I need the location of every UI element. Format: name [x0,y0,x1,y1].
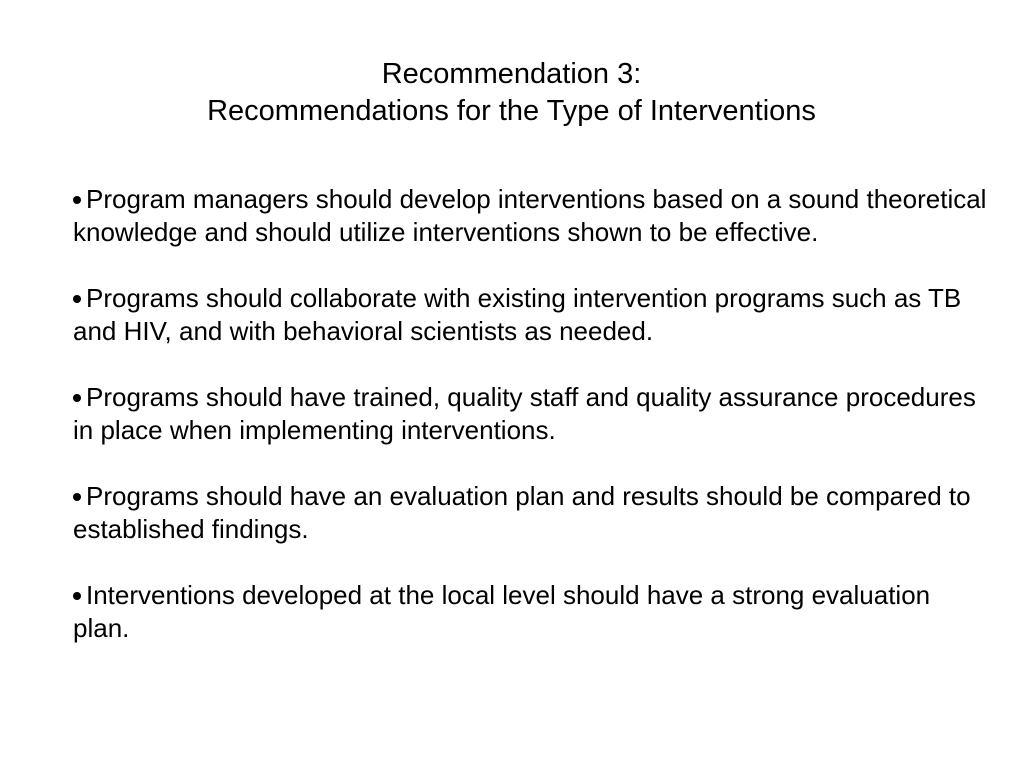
title-line-2: Recommendations for the Type of Interventions [207,95,816,127]
bullet-dot-icon [73,493,81,501]
bullet-item [73,282,993,348]
bullet-item [73,480,993,546]
bullet-dot-icon [73,394,81,402]
bullet-text: Program managers should develop interventions based on a sound theoretical knowledge and should utilize interventions shown to be effective. [73,184,987,247]
bullet-text: Programs should have an evaluation plan and results should be compared to established findings. [73,481,971,544]
bullet-item [73,183,993,249]
bullet-dot-icon [73,196,81,204]
bullet-item [73,579,993,645]
bullet-item [73,381,993,447]
title-line-1: Recommendation 3: [381,58,642,90]
bullet-dot-icon [73,592,81,600]
slide-title [0,56,1023,130]
bullet-text: Programs should collaborate with existing intervention programs such as TB and HIV, and with behavioral scientists as needed. [73,283,962,346]
bullet-text: Interventions developed at the local level should have a strong evaluation plan. [73,580,931,643]
bullet-text: Programs should have trained, quality staff and quality assurance procedures in place when implementing interventions. [73,382,976,445]
bullet-dot-icon [73,295,81,303]
bullet-list [73,183,993,678]
